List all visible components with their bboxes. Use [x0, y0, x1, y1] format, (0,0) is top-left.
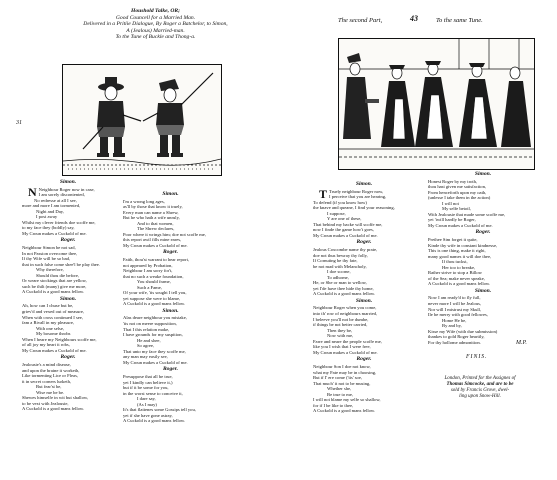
verse-line: A Cuckold is a good mans fellow.: [313, 291, 376, 297]
verse-line: yet I'de have thee hide thy home,: [313, 285, 374, 291]
verse-line: Honest Roger by my troth,: [428, 178, 478, 184]
verse-line: Jealous Coxcombe name thy prate,: [313, 247, 378, 253]
verse-line: I beleeve you'll not be dumbe,: [313, 316, 369, 322]
verse-line: yet 'twill hardly be Roger,: [428, 217, 476, 223]
verse-line: what my Fate may be in choosing,: [313, 369, 377, 375]
verse-line: This is one thing, make it right,: [428, 248, 486, 254]
verse-line: Like tormenting Lice or Fleas,: [22, 373, 79, 379]
part1-column-1: [22, 178, 114, 412]
speaker-label: Simon.: [474, 287, 492, 294]
verse-line: Every man can name a Shrew,: [123, 209, 179, 215]
woodcut-two-men-illustration: [63, 65, 221, 175]
verse-line: Ile be merry with good fellowes,: [428, 312, 488, 318]
imprint-line: London, Printed for the Assignes of: [444, 376, 516, 381]
verse-line: and upon the braine it worketh,: [22, 367, 80, 373]
part1-column-2: [123, 190, 218, 424]
verse-line: You should frame,: [137, 279, 171, 285]
verse-line: He, or She or man to wellow,: [313, 280, 367, 286]
verse-line: My Croun makes a Cuckold of me.: [123, 359, 188, 365]
verse-line: Be true to me,: [327, 391, 354, 397]
part1-title-line: Houshold Talke, OR;: [130, 8, 181, 14]
speaker-label: Simon.: [474, 171, 492, 177]
verse-line: I perceive that you are hearing,: [329, 194, 387, 200]
verse-line: But fear'st be,: [36, 384, 62, 390]
verse-line: yet I kindly can believe it,): [123, 379, 173, 385]
verse-line: Whilst my clever friends doe scoffe me,: [22, 219, 96, 225]
verse-line: I'm a wrong long ages,: [123, 198, 165, 204]
verse-line: T Truely neighbour Roger now,: [319, 186, 384, 201]
verse-line: Ah, how can I chuse but be,: [22, 303, 74, 309]
verse-line: Neighbour I am sorry for't,: [123, 268, 173, 274]
verse-line: it in secret corners lurketh,: [22, 378, 72, 384]
verse-line: And to that women,: [137, 220, 174, 226]
verse-line: I have grounds for my suspition,: [123, 332, 183, 338]
verse-line: Why therefore,: [36, 267, 64, 273]
verse-line: Now with me,: [327, 333, 354, 339]
verse-line: Shewes himselfe in wit but shallow,: [22, 395, 89, 401]
verse-line: But he who hath a wife unruly,: [123, 215, 180, 221]
speaker-label: Simon.: [355, 297, 373, 304]
verse-line: I dare say,: [137, 396, 156, 402]
part1-title-block: [48, 8, 263, 41]
part1-title-line: Good Councell for a Married Man.: [115, 14, 196, 21]
verse-line: Such a Fame,: [137, 284, 162, 290]
finis-mark: FINIS.: [466, 354, 488, 360]
verse-line: yet suppose she were to blame,: [123, 295, 181, 301]
verse-line: My Croun makes a Cuckold of me.: [428, 222, 493, 228]
verse-line: Rather strive to stop a Billow: [428, 270, 482, 276]
verse-line: Wise me be be.: [36, 389, 65, 395]
verse-line: N Neighbour Roger now in case,: [28, 184, 95, 199]
verse-line: Home He be,: [442, 317, 467, 323]
verse-line: A Cuckold is a good mans fellow.: [123, 301, 186, 307]
speaker-label: Roger.: [60, 237, 76, 244]
verse-line: My Croun makes a Cuckold of me.: [313, 349, 378, 355]
part2-tune: To the same Tune.: [436, 17, 483, 24]
verse-line: I doe scorne,: [327, 269, 351, 275]
verse-line: My Croun makes a Cuckold of me.: [22, 230, 87, 236]
verse-line: Prethee Sim forget it quite,: [428, 237, 478, 243]
verse-line: for if I be like to thee,: [313, 402, 354, 408]
verse-line: of the Sea; make never speake,: [428, 275, 485, 281]
woodcut-women-gathering: [338, 38, 535, 170]
verse-line: Faith, thou'st warrant to hear report,: [123, 257, 190, 263]
verse-line: That unto my face they scoffe me,: [123, 348, 186, 354]
verse-line: In not Passion overcome thee,: [22, 250, 78, 256]
author-signature: M.P.: [516, 340, 527, 346]
page-number: 43: [410, 14, 418, 23]
verse-line: fam a Rivall in my pleasure,: [22, 320, 75, 326]
part1-title-line: Delivered in a Pritiie Dialogue, By Roger a Batchelor, to Simon,: [83, 21, 228, 28]
drop-cap: T: [319, 186, 328, 201]
verse-line: To defend (if you know how): [313, 199, 367, 205]
verse-line: Y are one of these,: [327, 216, 362, 222]
speaker-label: Roger.: [356, 356, 372, 363]
verse-line: but if it be some for you,: [123, 385, 169, 391]
verse-line: My bosome throbs: [36, 331, 71, 337]
verse-line: That I this relation make,: [123, 326, 170, 332]
verse-line: Farre and neare the people scoffe me,: [313, 338, 382, 344]
verse-line: Nor will I mistrust my Skull,: [428, 306, 482, 312]
speaker-label: Simon.: [162, 307, 179, 314]
imprint-line: sold by Francis Grove, dwel-: [450, 388, 510, 393]
verse-line: like you I wish that I were free,: [313, 344, 371, 350]
part2-column-3: [313, 180, 415, 414]
margin-mark: 31: [16, 120, 22, 126]
verse-line: many good names it will doe thee,: [428, 253, 492, 259]
verse-line: Should thou die before,: [36, 272, 80, 278]
speaker-label: Simon.: [59, 295, 77, 302]
drop-cap: N: [28, 184, 37, 199]
verse-line: A Cuckold is a good mans fellow.: [428, 281, 491, 287]
verse-line: in the worst sense to conceive it,: [123, 390, 183, 396]
verse-line: Jealousie's a mind disease,: [22, 361, 71, 367]
speaker-label: Roger.: [60, 354, 76, 361]
verse-line: more and more I am tormented,: [22, 203, 81, 209]
verse-line: now I finde the game how't goes,: [313, 227, 374, 233]
verse-line: yet if she have gone astray,: [123, 412, 173, 418]
woodcut-women-illustration: [339, 39, 534, 169]
verse-line: doe not thus bewray thy folly,: [313, 252, 368, 258]
verse-line: My selfe betoil,: [442, 206, 471, 212]
verse-line: If Cornuting be thy fate,: [313, 258, 358, 264]
verse-line: With one selse,: [36, 325, 65, 331]
verse-line: By and by,: [442, 323, 462, 329]
part1-title-line: To the Tune of Buckle and Thong-a.: [115, 34, 196, 41]
verse-line: With Jealousie that made some scoffe me,: [428, 211, 506, 217]
verse-line: I am sorely discontented,: [38, 192, 85, 198]
verse-line: the knave and queane, I find your reasoning,: [313, 205, 395, 211]
part2-column-4: [428, 170, 538, 345]
verse-line: A Cuckold is a good mans fellow.: [313, 408, 376, 414]
verse-line: It's that flattenes some Gossips tell you,: [123, 407, 196, 413]
verse-line: Alas deare neighbour you mistake,: [123, 315, 187, 321]
verse-line: such be thilt (many) give me more,: [22, 283, 87, 289]
verse-line: From henceforth upon my oath,: [428, 189, 487, 195]
verse-line: When with cross continued I see,: [22, 314, 83, 320]
verse-line: But if I' ere come ('tis' soe,: [313, 375, 363, 381]
verse-line: griev'd and vexed out of measure,: [22, 309, 85, 315]
verse-line: Night and Day,: [36, 208, 64, 214]
printer-imprint: [420, 376, 540, 400]
part1-title-line: A (Jealous) Married-man.: [126, 27, 185, 34]
verse-line: this report awil fills mine eares,: [123, 237, 182, 243]
verse-line: be not mad with Melancholy,: [313, 263, 367, 269]
verse-line: Whether she,: [327, 386, 352, 392]
verse-line: My Croun makes a Cuckold of me.: [22, 347, 87, 353]
verse-line: A Cuckold is a good mans fellow.: [22, 406, 85, 412]
verse-line: into th' row of neighbours married,: [313, 311, 378, 317]
verse-line: My Croun makes a Cuckold of me.: [123, 242, 188, 248]
verse-line: Or weare stockings that are yellow,: [22, 278, 87, 284]
verse-line: thankes to gold Roger heartily,: [428, 334, 485, 340]
verse-line: A Cuckold is a good mans fellow.: [22, 289, 85, 295]
woodcut-two-men: [62, 64, 222, 176]
verse-line: To adhorne,: [327, 274, 349, 280]
verse-line: to my face they (boldly) say,: [22, 225, 75, 231]
speaker-label: Roger.: [162, 366, 179, 373]
verse-line: If thou tuckst,: [442, 259, 468, 265]
speaker-label: Simon.: [162, 191, 179, 197]
verse-line: He and shee,: [137, 337, 161, 343]
part2-title: The second Part,: [338, 17, 383, 24]
verse-line: Her too to breake,: [442, 264, 476, 270]
verse-line: not appeared by Probation,: [123, 262, 173, 268]
verse-line: never more I will be Jealous,: [428, 301, 482, 307]
verse-line: of all joy my heart it robs,: [22, 342, 70, 348]
verse-line: I post away: [36, 214, 58, 220]
verse-line: to be vext with Jealousie,: [22, 400, 69, 406]
verse-line: that no such a weake foundation,: [123, 273, 184, 279]
verse-line: thou hast given me satisfaction,: [428, 184, 487, 190]
verse-line: For thy hollome admonition.: [428, 339, 481, 345]
verse-line: (As I may): [137, 401, 157, 407]
speaker-label: Roger.: [356, 239, 372, 246]
verse-line: I suppose,: [327, 210, 346, 216]
verse-line: Of your wife, 'tis sought I tell you,: [123, 290, 187, 296]
verse-line: That behind my backe will scoffe me,: [313, 221, 383, 227]
speaker-label: Roger.: [475, 229, 491, 236]
verse-line: When I heare my Neighbours scoffe me,: [22, 336, 97, 342]
verse-line: Kisse my Wife (with due submission): [428, 328, 498, 334]
imprint-line: Thomas Simcocke, and are to be: [446, 382, 514, 387]
verse-line: If thy Wife will be so bad,: [22, 256, 71, 262]
verse-line: The Shrew declares,: [137, 226, 175, 232]
verse-line: No redresse at all I see,: [34, 197, 77, 203]
verse-line: Kinde thy wife in constant kindnesse,: [428, 242, 498, 248]
verse-line: if things be not better carried,: [313, 322, 368, 328]
speaker-label: Roger.: [162, 249, 179, 256]
imprint-line: ling upon Snow-Hill.: [459, 394, 501, 399]
speaker-label: Simon.: [355, 181, 373, 187]
verse-line: Presuppose that all be true,: [123, 373, 173, 379]
verse-line: Poor where it wrings him; doe not scoffe me,: [123, 231, 206, 237]
verse-line: So agree,: [137, 343, 155, 349]
verse-line: I will not blame my selfe so shallow,: [313, 397, 381, 403]
speaker-label: Simon.: [59, 179, 77, 185]
verse-line: that in such false come shee'l be play thee.: [22, 261, 100, 267]
verse-line: Then they be,: [327, 327, 353, 333]
verse-line: Neighbour Son I doe not know,: [313, 363, 371, 369]
verse-line: as'll by those that know it truely,: [123, 204, 183, 210]
verse-line: I will not: [442, 200, 459, 206]
verse-line: Now I am ready'd to fly full,: [428, 295, 481, 301]
verse-line: any man may easily see,: [123, 354, 168, 360]
verse-line: (unlesse I take them in the action): [428, 195, 491, 201]
verse-line: Neighbour Roger when you come,: [313, 305, 377, 311]
verse-line: That much' it not to be musing,: [313, 380, 371, 386]
verse-line: A Cuckold is a good mans fellow.: [123, 418, 186, 424]
verse-line: 'tis not on meere supposition,: [123, 321, 177, 327]
verse-line: My Croun makes a Cuckold of me.: [313, 232, 378, 238]
verse-line: Neighbour Simon be not sad,: [22, 245, 76, 251]
